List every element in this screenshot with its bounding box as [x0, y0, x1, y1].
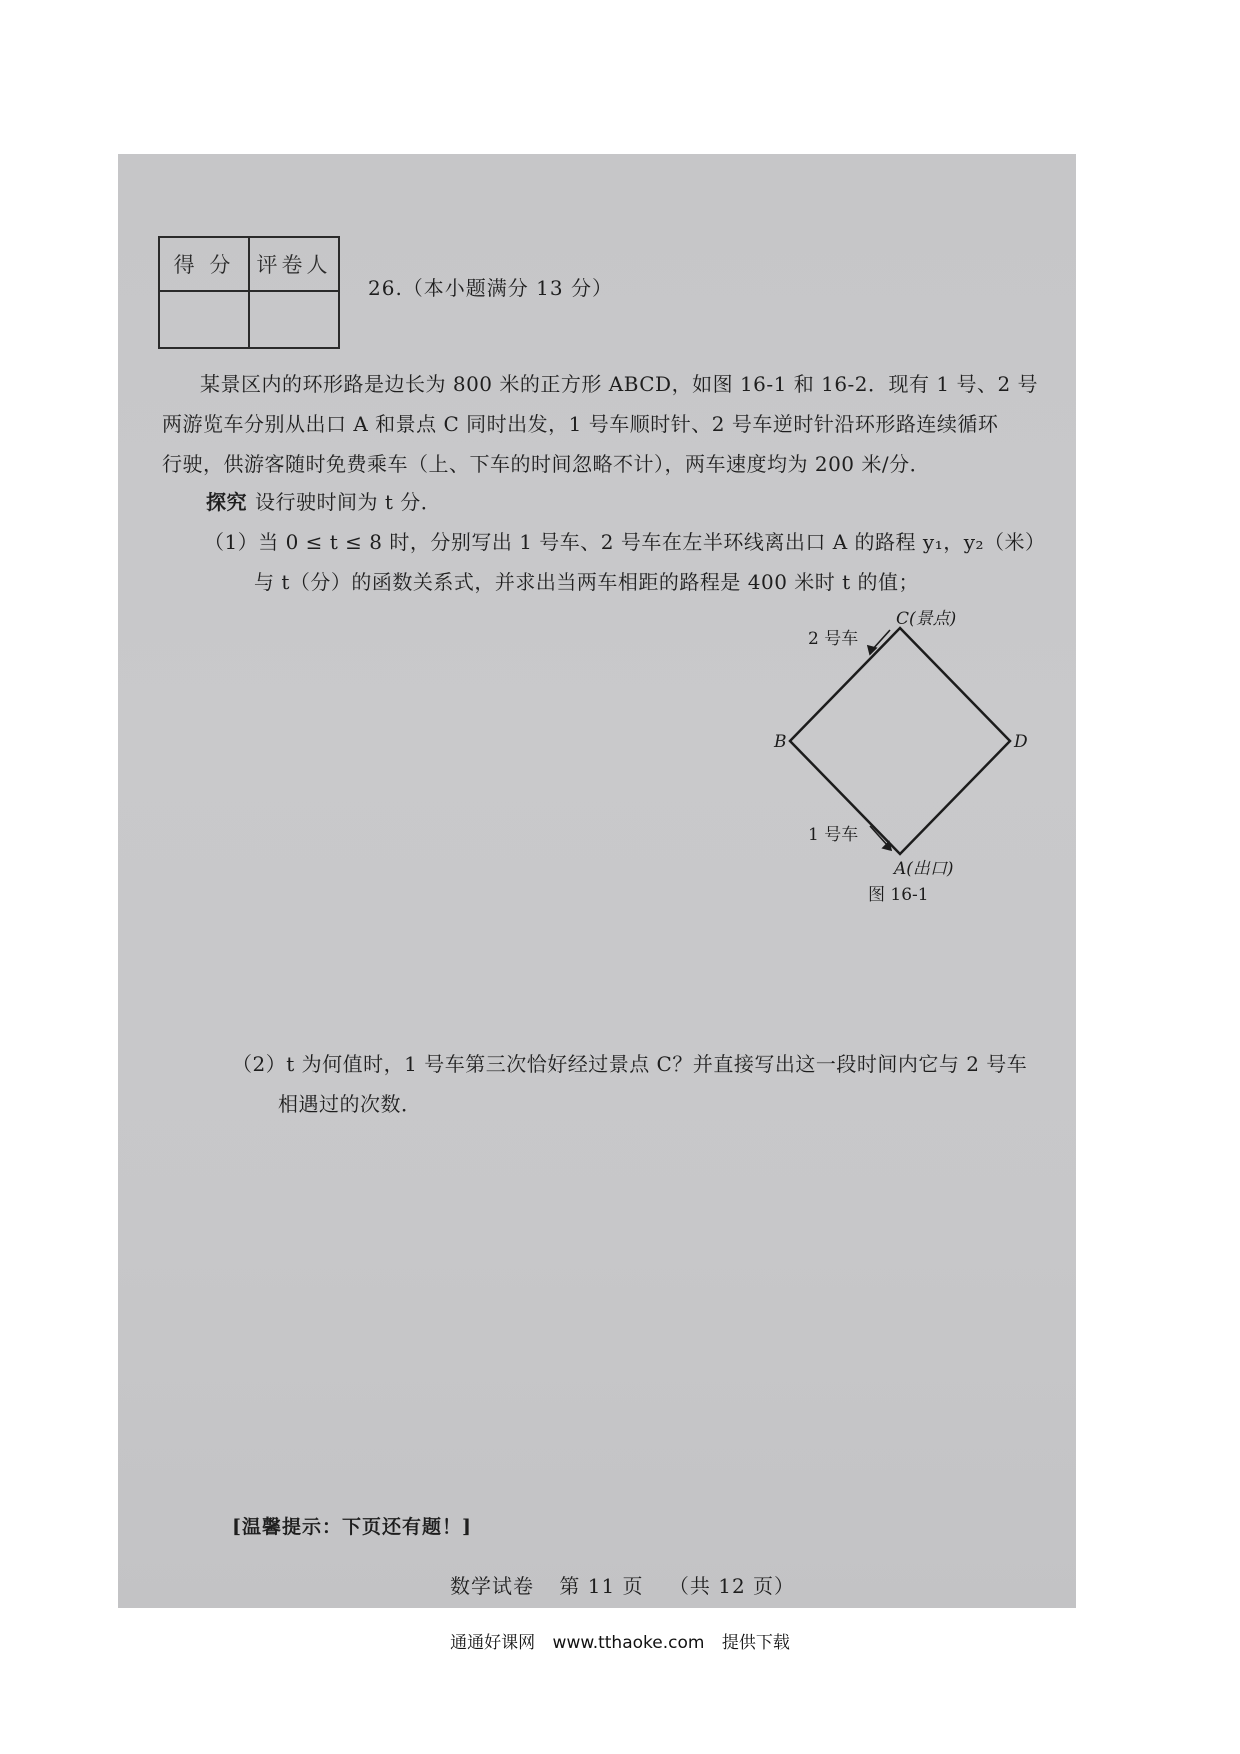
car1-arrow	[870, 826, 891, 850]
car2-label: 2 号车	[808, 629, 859, 649]
label-b: B	[774, 732, 787, 752]
part1-line-1: （1）当 0 ≤ t ≤ 8 时，分别写出 1 号车、2 号车在左半环线离出口 A 的路程 y₁，y₂（米）	[204, 530, 1046, 554]
question-line-1: 某景区内的环形路是边长为 800 米的正方形 ABCD，如图 16-1 和 16-2．现有 1 号、2 号	[200, 372, 1039, 396]
explore-line	[206, 482, 441, 522]
question-line-3: 行驶，供游客随时免费乘车（上、下车的时间忽略不计），两车速度均为 200 米/分．	[162, 452, 931, 476]
label-a: A(出口)	[894, 859, 954, 879]
footer-subject: 数学试卷	[450, 1574, 534, 1598]
footer-total: （共 12 页）	[668, 1574, 796, 1598]
page-footer	[450, 1570, 813, 1599]
car1-label: 1 号车	[808, 825, 859, 845]
score-box	[158, 236, 340, 349]
score-label: 得 分	[159, 237, 249, 291]
source-action: 提供下载	[721, 1633, 790, 1653]
square-abcd	[790, 628, 1010, 854]
label-c: C(景点)	[896, 609, 957, 629]
source-line	[0, 1628, 1240, 1653]
figure-16-1	[760, 608, 1060, 908]
question-line-2: 两游览车分别从出口 A 和景点 C 同时出发，1 号车顺时针、2 号车逆时针沿环形路连续循环	[162, 412, 999, 436]
score-cell	[159, 291, 249, 348]
label-d: D	[1014, 732, 1028, 752]
grader-cell	[249, 291, 339, 348]
grader-label: 评卷人	[249, 237, 339, 291]
part1-line-2: 与 t（分）的函数关系式，并求出当两车相距的路程是 400 米时 t 的值；	[254, 570, 920, 594]
source-url[interactable]: www.tthaoke.com	[552, 1633, 705, 1653]
warm-tip: [温馨提示：下页还有题！]	[232, 1516, 472, 1538]
figure-caption: 图 16-1	[868, 885, 929, 905]
part2-line-2: 相遇过的次数．	[278, 1092, 422, 1116]
part2-line-1: （2）t 为何值时，1 号车第三次恰好经过景点 C？并直接写出这一段时间内它与 2 号车	[232, 1052, 1028, 1076]
explore-text: 设行驶时间为 t 分．	[255, 490, 442, 514]
footer-page: 第 11 页	[559, 1574, 644, 1598]
source-site-name: 通通好课网	[450, 1633, 536, 1653]
question-title: 26.（本小题满分 13 分）	[368, 276, 613, 300]
explore-label: 探究	[206, 490, 247, 514]
